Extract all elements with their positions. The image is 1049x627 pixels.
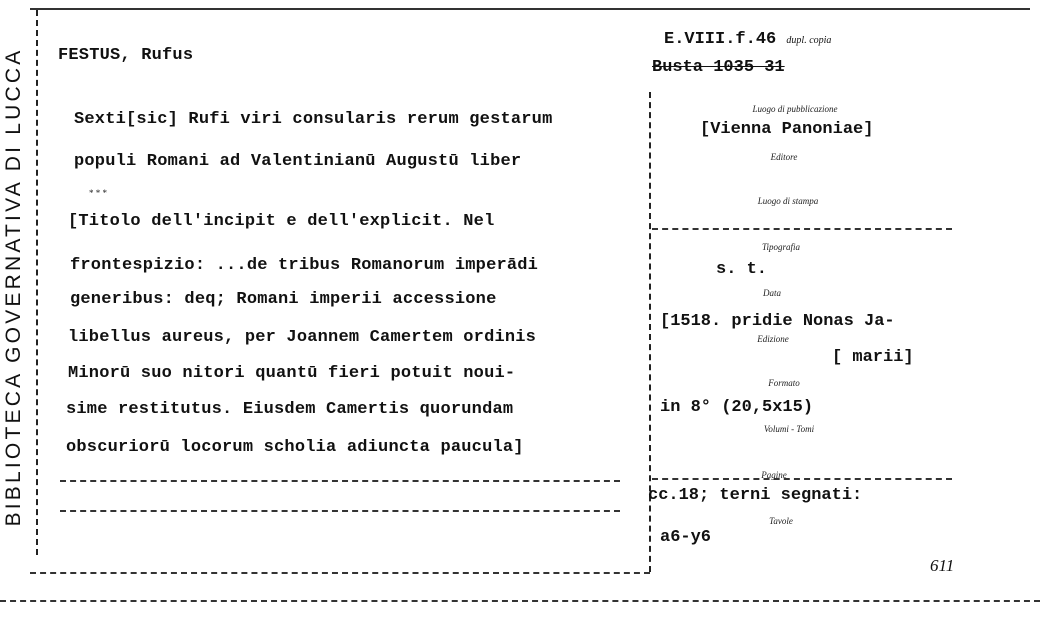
note-line: frontespizio: ...de tribus Romanorum imperādi [70, 256, 539, 275]
pages-value: cc.18; terni segnati: [648, 486, 863, 505]
plates-label: Tavole [769, 516, 793, 526]
signatures-value: a6-y6 [660, 528, 712, 547]
library-stamp-sidebar [0, 15, 28, 560]
date-value: [1518. pridie Nonas Ja- [660, 312, 895, 331]
date-continuation: [ marii] [832, 348, 914, 367]
format-label: Formato [768, 378, 800, 388]
date-label: Data [763, 288, 781, 298]
volumes-label: Volumi - Tomi [763, 424, 815, 434]
library-name: BIBLIOTECA GOVERNATIVA DI LUCCA [2, 47, 25, 527]
printer-value: s. t. [716, 260, 768, 279]
asterism-marker: * * * [89, 188, 107, 198]
old-shelfmark: Busta 1035 31 [652, 58, 785, 77]
title-line: populi Romani ad Valentinianū Augustū liber [74, 152, 522, 171]
right-field-rule [652, 478, 952, 480]
note-line: Minorū suo nitori quantū fieri potuit noui- [68, 364, 516, 383]
shelfmark-code: E.VIII.f.46 [664, 30, 777, 49]
shelfmark-note: dupl. copia [786, 35, 832, 46]
note-line: libellus aureus, per Joannem Camertem ordinis [68, 328, 537, 347]
note-line: generibus: deq; Romani imperii accessione [70, 290, 497, 309]
left-margin-line [36, 10, 38, 555]
bottom-border-line-2 [30, 572, 650, 574]
top-border-line [30, 8, 1030, 10]
bottom-border-line [0, 600, 1040, 602]
right-field-rule [652, 228, 952, 230]
note-line: [Titolo dell'incipit e dell'explicit. Nel [68, 212, 495, 231]
author-heading: FESTUS, Rufus [58, 46, 194, 65]
place-value: [Vienna Panoniae] [700, 120, 874, 139]
printer-label: Tipografia [761, 242, 801, 252]
format-value: in 8° (20,5x15) [660, 398, 814, 417]
place-label: Luogo di pubblicazione [752, 104, 838, 114]
publisher-label: Editore [770, 152, 798, 162]
body-end-rule [60, 480, 620, 482]
pages-label: Pagine [761, 470, 787, 480]
note-line: obscuriorū locorum scholia adiuncta paucula] [66, 438, 524, 457]
shelfmark [664, 30, 831, 49]
edition-label: Edizione [757, 334, 789, 344]
title-line: Sexti[sic] Rufi viri consularis rerum gestarum [74, 110, 553, 129]
print-place-label: Luogo di stampa [757, 196, 819, 206]
page-number: 611 [930, 556, 955, 575]
note-line: sime restitutus. Eiusdem Camertis quorundam [66, 400, 514, 419]
body-end-rule [60, 510, 620, 512]
